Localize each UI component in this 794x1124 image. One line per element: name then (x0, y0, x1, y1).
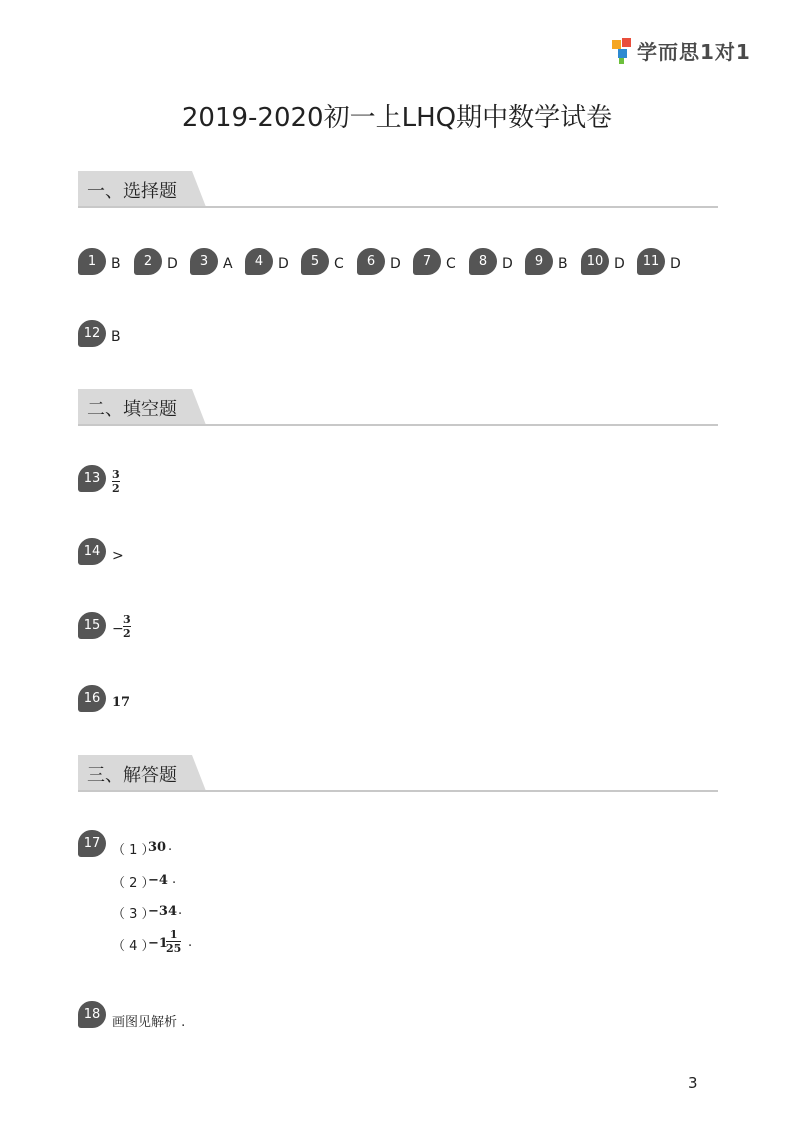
section-header-solve (78, 755, 718, 793)
question-number: 2 (134, 248, 162, 275)
denominator: 2 (112, 482, 120, 495)
solve-answer: 画图见解析 . (112, 1015, 186, 1030)
question-number: 15 (78, 612, 106, 639)
question-number: 4 (245, 248, 273, 275)
section-header-choice (78, 171, 718, 209)
question-number: 17 (78, 830, 106, 857)
question-number: 12 (78, 320, 106, 347)
question-number: 1 (78, 248, 106, 275)
fill-answer: > (112, 548, 124, 564)
choice-answer: D (614, 256, 625, 272)
question-number: 11 (637, 248, 665, 275)
logo-text: 学而思1对1 (637, 40, 751, 64)
fraction-answer (166, 928, 181, 955)
fraction-answer (112, 468, 120, 495)
part-label: （ 1 ） (112, 843, 155, 858)
choice-answer: B (111, 256, 121, 272)
question-number: 9 (525, 248, 553, 275)
choice-answer: D (167, 256, 178, 272)
choice-answer: D (670, 256, 681, 272)
section-title: 三、解答题 (87, 765, 177, 786)
question-number: 10 (581, 248, 609, 275)
choice-answer: B (558, 256, 568, 272)
choice-answer: C (334, 256, 344, 272)
question-number: 8 (469, 248, 497, 275)
page-number: 3 (688, 1074, 698, 1092)
part-label: （ 3 ） (112, 907, 155, 922)
question-number: 6 (357, 248, 385, 275)
numerator: 3 (112, 468, 120, 481)
numerator: 3 (123, 613, 131, 626)
question-number: 14 (78, 538, 106, 565)
part-label: （ 4 ） (112, 939, 155, 954)
denominator: 2 (123, 627, 131, 640)
question-number: 16 (78, 685, 106, 712)
question-number: 3 (190, 248, 218, 275)
part-label: （ 2 ） (112, 876, 155, 891)
logo-icon (612, 38, 634, 64)
section-header-fill (78, 389, 718, 427)
sign: − (112, 621, 124, 637)
fill-answer: 17 (112, 695, 131, 710)
question-number: 13 (78, 465, 106, 492)
part-end: . (168, 839, 173, 854)
question-number: 18 (78, 1001, 106, 1028)
part-answer: −4 (148, 873, 168, 888)
part-end: . (172, 872, 177, 887)
section-title: 一、选择题 (87, 181, 177, 202)
choice-answer: A (223, 256, 233, 272)
mixed-whole: −1 (148, 936, 168, 951)
denominator: 25 (166, 942, 182, 955)
choice-answer: D (390, 256, 401, 272)
choice-answer: D (502, 256, 513, 272)
part-end: . (188, 935, 193, 950)
choice-answer: D (278, 256, 289, 272)
part-end: . (178, 903, 183, 918)
numerator: 1 (169, 928, 178, 941)
question-number: 5 (301, 248, 329, 275)
choice-answer: C (446, 256, 456, 272)
choice-answer: B (111, 329, 121, 345)
section-title: 二、填空题 (87, 399, 177, 420)
page-title: 2019-2020初一上LHQ期中数学试卷 (181, 103, 613, 133)
fraction-answer (123, 613, 131, 640)
brand-logo (612, 36, 751, 65)
question-number: 7 (413, 248, 441, 275)
part-answer: 30 (148, 840, 167, 855)
part-answer: −34 (148, 904, 177, 919)
